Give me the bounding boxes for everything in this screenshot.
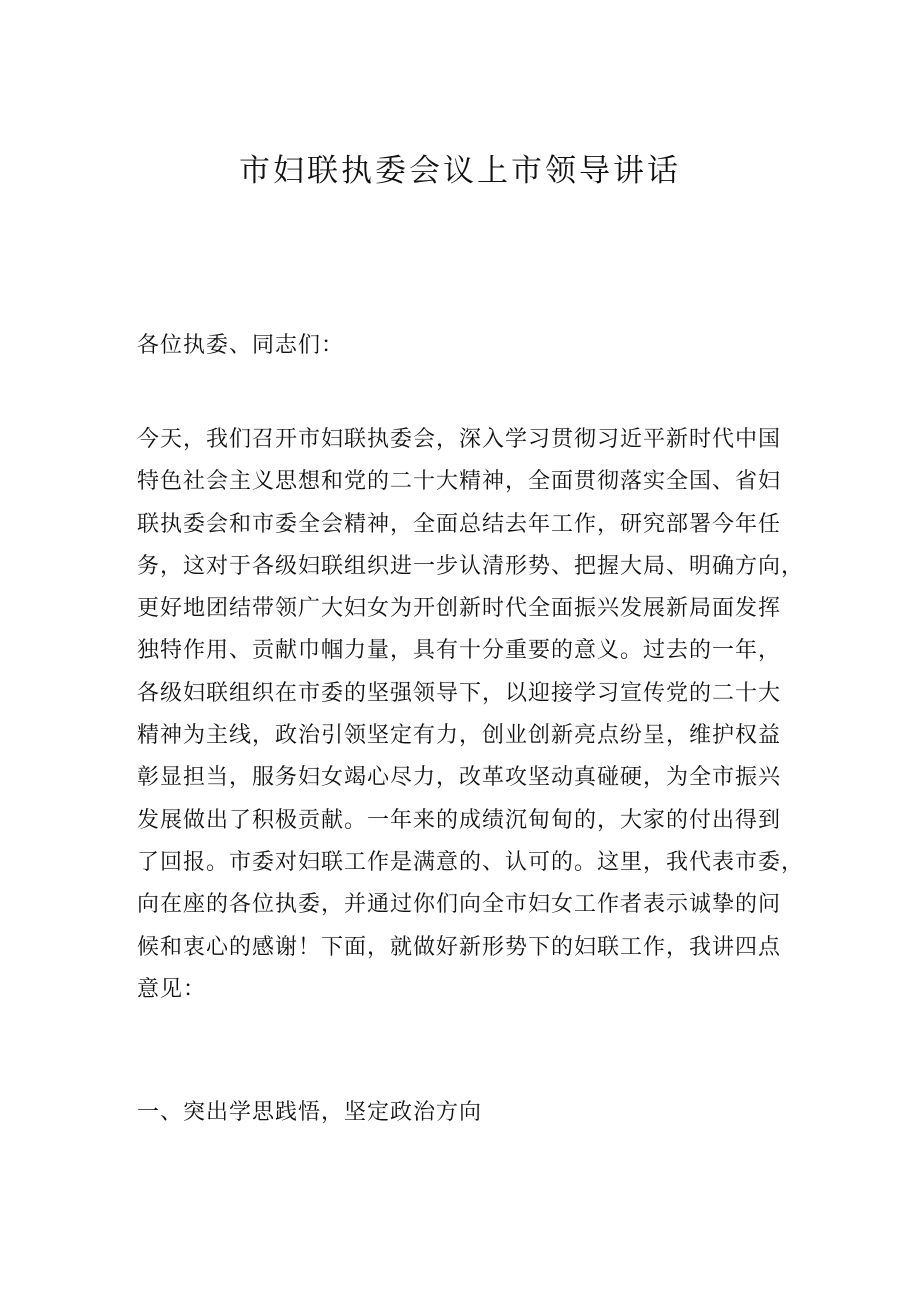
paragraph-line: 特色社会主义思想和党的二十大精神，全面贯彻落实全国、省妇: [137, 469, 782, 495]
paragraph-line: 意见：: [137, 976, 207, 1002]
paragraph-line: 务，这对于各级妇联组织进一步认清形势、把握大局、明确方向，: [137, 553, 805, 579]
paragraph-line: 精神为主线，政治引领坚定有力，创业创新亮点纷呈，维护权益: [137, 723, 782, 749]
paragraph-line: 独特作用、贡献巾帼力量，具有十分重要的意义。过去的一年，: [137, 638, 782, 664]
paragraph-line: 更好地团结带领广大妇女为开创新时代全面振兴发展新局面发挥: [137, 596, 782, 622]
salutation: 各位执委、同志们：: [137, 333, 345, 358]
paragraph-line: 联执委会和市委全会精神，全面总结去年工作，研究部署今年任: [137, 511, 782, 537]
paragraph-line: 今天，我们召开市妇联执委会，深入学习贯彻习近平新时代中国: [137, 427, 782, 452]
paragraph-line: 了回报。市委对妇联工作是满意的、认可的。这里，我代表市委，: [137, 849, 805, 875]
paragraph-line: 向在座的各位执委，并通过你们向全市妇女工作者表示诚挚的问: [137, 892, 782, 918]
document-title: 市妇联执委会议上市领导讲话: [239, 153, 681, 189]
section-heading: 一、突出学思践悟，坚定政治方向: [137, 1100, 483, 1125]
paragraph-line: 彰显担当，服务妇女竭心尽力，改革攻坚动真碰硬，为全市振兴: [137, 765, 782, 791]
body-paragraph: [137, 419, 817, 1011]
paragraph-line: 候和衷心的感谢！下面，就做好新形势下的妇联工作，我讲四点: [137, 934, 782, 960]
paragraph-line: 各级妇联组织在市委的坚强领导下，以迎接学习宣传党的二十大: [137, 680, 782, 706]
paragraph-line: 发展做出了积极贡献。一年来的成绩沉甸甸的，大家的付出得到: [137, 807, 782, 833]
